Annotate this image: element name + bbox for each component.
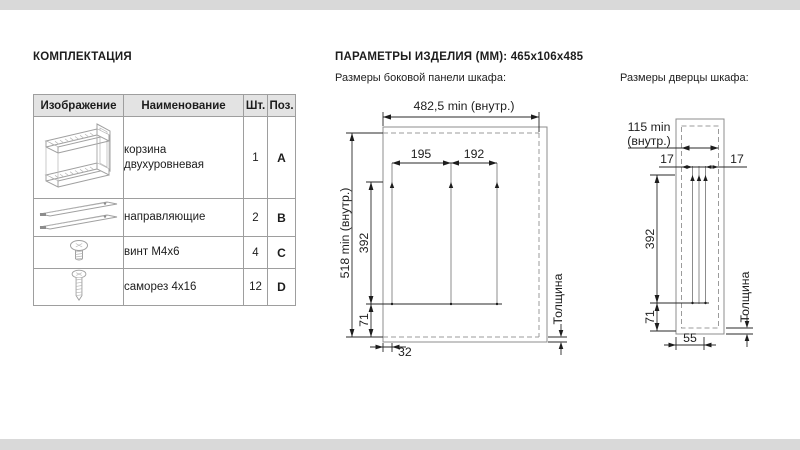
side-panel-drawing [336, 94, 576, 366]
screw-4x16-image [34, 269, 124, 306]
hole-marks [650, 175, 709, 304]
table-row [34, 237, 296, 269]
dim-71-label: 71 [643, 310, 657, 324]
part-name: винт М4х6 [124, 237, 244, 269]
dim-holes-height [643, 175, 659, 303]
part-name: корзина двухуровневая [124, 117, 244, 199]
side-panel-subtitle: Размеры боковой панели шкафа: [335, 72, 507, 84]
dim-392-label: 392 [357, 232, 371, 254]
door-drawing [615, 94, 765, 366]
part-pos: C [268, 237, 296, 269]
dim-17-right-label: 17 [730, 152, 744, 166]
col-header-name: Наименование [124, 95, 244, 117]
part-qty: 1 [244, 117, 268, 199]
hole-axis-lines [392, 163, 497, 304]
dim-side-offsets [659, 152, 747, 169]
thickness-callout [548, 273, 567, 355]
parts-table [33, 94, 296, 306]
col-header-pos: Поз. [268, 95, 296, 117]
dim-bottom-offset [357, 304, 373, 337]
dim-195-label: 195 [410, 147, 432, 161]
part-qty: 4 [244, 237, 268, 269]
part-name: саморез 4х16 [124, 269, 244, 306]
dim-height-label: 518 min (внутр.) [338, 187, 352, 279]
dim-hole-spans [392, 147, 497, 166]
bottom-edge-bar [0, 439, 800, 450]
dim-inner-width [627, 120, 718, 151]
hole-axis-lines [693, 166, 706, 304]
part-name: направляющие [124, 199, 244, 237]
complectation-title: КОМПЛЕКТАЦИЯ [33, 51, 132, 63]
dim-71-label: 71 [357, 313, 371, 327]
thickness-label: Толщина [551, 273, 565, 325]
door-subtitle: Размеры дверцы шкафа: [620, 72, 749, 84]
rails-pair-image [34, 199, 124, 237]
top-edge-bar [0, 0, 800, 10]
table-row [34, 117, 296, 199]
dim-55-label: 55 [683, 331, 697, 345]
panel-inner-dashed-lines [383, 133, 539, 337]
dim-32-label: 32 [398, 345, 412, 359]
dim-115-label-line1: 115 min [627, 120, 671, 134]
part-pos: D [268, 269, 296, 306]
dim-192-label: 192 [463, 147, 485, 161]
door-outline [676, 119, 724, 334]
part-pos: B [268, 199, 296, 237]
part-qty: 2 [244, 199, 268, 237]
thickness-label: Толщина [738, 271, 752, 323]
table-row [34, 269, 296, 306]
table-row [34, 199, 296, 237]
col-header-image: Изображение [34, 95, 124, 117]
part-pos: A [268, 117, 296, 199]
dim-392-label: 392 [643, 228, 657, 250]
basket-two-level-image [34, 117, 124, 199]
dim-holes-height [357, 182, 373, 304]
hole-marks [366, 182, 502, 305]
dim-width-label: 482,5 min (внутр.) [413, 99, 515, 113]
door-inner-dashed [682, 126, 719, 328]
thickness-callout [726, 271, 753, 347]
dim-17-left-label: 17 [660, 152, 674, 166]
dim-front-offset [370, 343, 412, 359]
screw-m4x6-image [34, 237, 124, 269]
table-header-row [34, 95, 296, 117]
part-qty: 12 [244, 269, 268, 306]
dim-115-label-line2: (внутр.) [627, 134, 671, 148]
dim-bottom-offset [643, 303, 676, 331]
parameters-title: ПАРАМЕТРЫ ИЗДЕЛИЯ (ММ): 465х106х485 [335, 51, 584, 63]
col-header-qty: Шт. [244, 95, 268, 117]
